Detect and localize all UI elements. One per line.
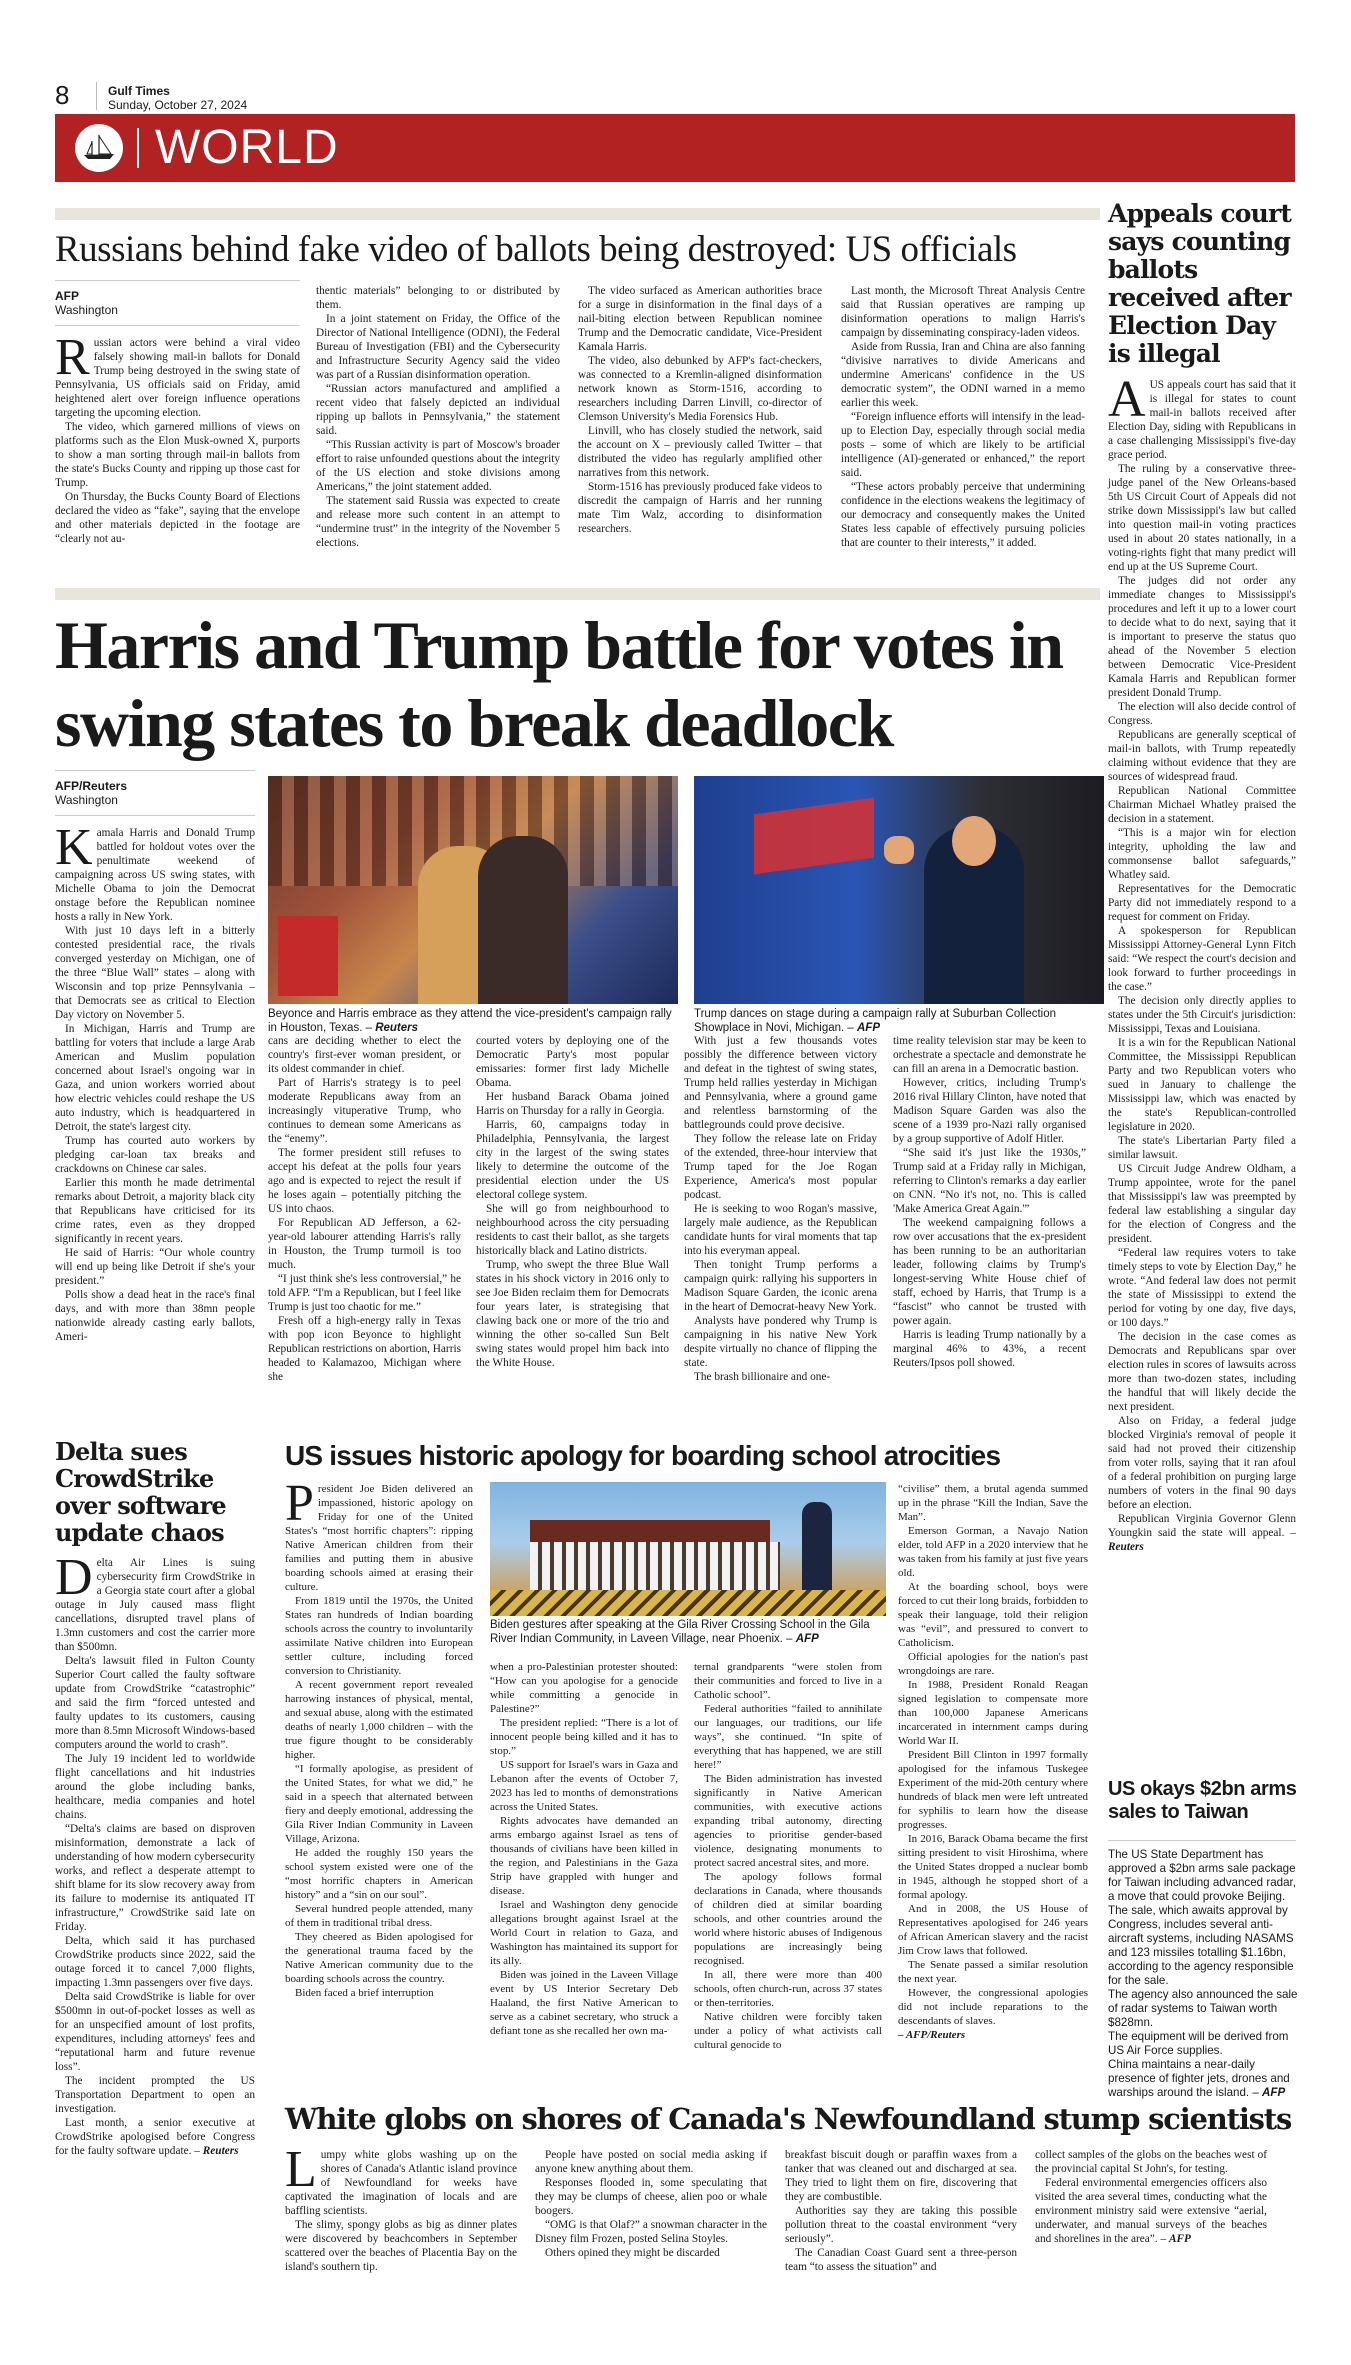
globs-column-1 [285, 2141, 517, 2274]
paragraph: umpy white globs washing up on the shores of Canada's Atlantic island province of Newfoundland for weeks have captivated the imagination of locals and are baffling scientists. [285, 2149, 517, 2217]
banner-divider [137, 128, 139, 168]
paragraph: Storm-1516 has previously produced fake videos to discredit the campaign of Harris and her running mate Tim Walz, according to disinformation researchers. [578, 481, 822, 535]
photo-credit: Reuters [375, 1022, 419, 1034]
paragraph: “Federal law requires voters to take timely steps to vote by Election Day,” he wrote. “And federal law does not permit the state of Mississippi to extend the period for voting by one day, five days, or 100 days.” [1108, 1247, 1296, 1329]
russians-column-2 [316, 284, 560, 550]
paragraph: The Canadian Coast Guard sent a three-person team “to assess the situation” and [785, 2247, 1017, 2273]
section-shade-bar [55, 588, 1100, 600]
paragraph: He is seeking to woo Rogan's massive, largely male audience, as the Republican candidate hunts for viral moments that tap into his everyman appeal. [684, 1203, 877, 1257]
stage-sign [754, 798, 874, 875]
photo-caption: Beyonce and Harris embrace as they attend the vice-president's campaign rally in Houston, Texas. – Reuters [268, 1008, 672, 1034]
paragraph: The state's Libertarian Party filed a similar lawsuit. [1108, 1135, 1296, 1161]
crowd-on-stage [530, 1542, 780, 1592]
photo-trump-rally [694, 776, 1104, 1004]
main-headline: Harris and Trump battle for votes in swing states to break deadlock [55, 607, 1063, 761]
paragraph: The apology follows formal declarations in Canada, where thousands of children died at similar boarding schools, and other countries around the world where historic abuses of Indigenous populations are increasingly being recognised. [694, 1871, 882, 1967]
paragraph: Federal environmental emergencies officers also visited the area several times, conducting what the environment ministry said were extensive “aerial, underwater, and manual surveys of the beaches and shorelines in the area”. – [1035, 2177, 1267, 2245]
paragraph: Federal authorities “failed to annihilate our languages, our traditions, our life ways”, she continued. “In spite of everything that has happened, we are still here!” [694, 1703, 882, 1771]
paragraph: cans are deciding whether to elect the country's first-ever woman president, or its oldest commander in chief. [268, 1035, 461, 1075]
main-column-2 [268, 1034, 461, 1384]
paragraph: “This Russian activity is part of Moscow's broader effort to raise unfounded questions about the integrity of the US election and stoke divisions among Americans,” the joint statement added. [316, 439, 560, 493]
photo-caption: Biden gestures after speaking at the Gila River Crossing School in the Gila River Indian Community, in Laveen Village, near Phoenix. – AFP [490, 1619, 870, 1645]
paragraph: Harris is leading Trump nationally by a marginal 46% to 43%, a recent Reuters/Ipsos poll showed. [893, 1329, 1086, 1369]
paragraph: Emerson Gorman, a Navajo Nation elder, told AFP in a 2020 interview that he was taken from his family at just five years old. [898, 1525, 1089, 1579]
paragraph: courted voters by deploying one of the Democratic Party's most popular emissaries: former first lady Michelle Obama. [476, 1035, 669, 1089]
paragraph: Native children were forcibly taken under a policy of what activists call cultural genocide to [694, 2011, 882, 2051]
russians-column-4 [841, 284, 1085, 550]
paragraph: A recent government report revealed harrowing instances of physical, mental, and sexual abuse, along with the estimated deaths of nearly 1,000 children – with the true figure thought to be considerably higher. [285, 1679, 473, 1761]
paragraph: It is a win for the Republican National Committee, the Mississippi Republican Party and two Republican voters who sued in January to challenge the Mississippi law, which was enacted by the state's Republican-controlled legislature in 2020. [1108, 1037, 1296, 1133]
paragraph: The brash billionaire and one- [694, 1371, 831, 1383]
signoff: Reuters [1108, 1541, 1144, 1553]
paragraph: “I formally apologise, as president of the United States, for what we did,” he said in a speech that alternated between fiery and deeply emotional, addressing the Gila River Indian Community in Laveen Village, Arizona. [285, 1763, 473, 1845]
paragraph: The July 19 incident led to worldwide flight cancellations and hit industries around the globe including banks, healthcare, media companies and hotel chains. [55, 1753, 255, 1821]
paragraph: “Foreign influence efforts will intensify in the lead-up to Election Day, especially through social media posts – some of which are likely to be artificial intelligence (AI)-generated or enhanced,” the report said. [841, 411, 1085, 479]
photo-caption: Trump dances on stage during a campaign rally at Suburban Collection Showplace in Novi, Michigan. – AFP [694, 1008, 1057, 1034]
main-column-3 [476, 1034, 669, 1370]
taiwan-body [1108, 1848, 1298, 2100]
paragraph: With just a few thousands votes possibly the difference between victory and defeat in the tightest of swing states, Trump held rallies yesterday in Michigan and Pennsylvania, where a ground game and relentless barnstorming of the battlegrounds could prove decisive. [684, 1035, 877, 1131]
paragraph: “This is a major win for election integrity, upholding the law and commonsense ballot safeguards,” Whatley said. [1108, 827, 1296, 881]
paragraph: In 1988, President Ronald Reagan signed legislation to compensate more than 100,000 Japanese Americans incarcerated in internment camps during World War II. [898, 1679, 1088, 1747]
paragraph: when a pro-Palestinian protester shouted: “How can you apologise for a genocide while committing a genocide in Palestine?” [490, 1661, 678, 1715]
paragraph: For Republican AD Jefferson, a 62-year-old labourer attending Harris's rally in Houston, the Trump turmoil is too much. [268, 1217, 461, 1271]
dropcap: P [285, 1475, 314, 1532]
paragraph: Israel and Washington deny genocide allegations brought against Israel at the World Court in relation to Gaza, and Washington has maintained its support for its ally. [490, 1899, 678, 1967]
signoff: AFP [1168, 2233, 1191, 2245]
paragraph: The slimy, spongy globs as big as dinner plates were discovered by beachcombers in September scattered over the beaches of Placentia Bay on the island's southern tip. [285, 2219, 517, 2273]
paragraph: Earlier this month he made detrimental remarks about Detroit, a majority black city that Republicans have criticised for its crime rates, even as they dropped significantly in recent years. [55, 1177, 255, 1245]
paragraph: Rights advocates have demanded an arms embargo against Israel as tens of thousands of civilians have been killed in the region, and Palestinians in the Gaza Strip have grappled with hunger and disease. [490, 1815, 678, 1897]
paragraph: The statement said Russia was expected to create and release more such content in an attempt to “undermine trust” in the integrity of the November 5 elections. [316, 495, 560, 549]
paragraph: elta Air Lines is suing cybersecurity firm CrowdStrike in a Georgia state court after a global outage in July caused mass flight cancellations, disrupted travel plans of 1.3mn customers and cost the carrier more than $500mn. [55, 1557, 255, 1653]
stage-banner [530, 1520, 770, 1542]
paragraph: The president replied: “There is a lot of innocent people being killed and it has to stop.” [490, 1717, 678, 1757]
paragraph: The agency also announced the sale of radar systems to Taiwan worth $828mn. [1108, 1988, 1298, 2029]
page-number: 8 [55, 80, 70, 110]
paragraph: amala Harris and Donald Trump battled for holdout votes over the penultimate weekend of campaigning across US swing states, with Michelle Obama to join the Democrat onstage before the Republican nominee hosts a rally in New York. [55, 827, 255, 923]
paragraph: Several hundred people attended, many of them in traditional tribal dress. [285, 1903, 473, 1929]
dropcap: A [1108, 371, 1146, 428]
byline-place: Washington [55, 793, 118, 807]
paragraph: ussian actors were behind a viral video falsely showing mail-in ballots for Donald Trump being destroyed in the swing state of Pennsylvania, US officials said on Friday, amid heightened alert over foreign influence operations targeting the upcoming election. [55, 337, 300, 419]
paragraph: “She said it's just like the 1930s,” Trump said at a Friday rally in Michigan, referring to Clinton's remarks a day earlier on CNN. “No it's not, no. This is called 'Make America Great Again.'” [893, 1147, 1086, 1215]
byline-rule [55, 280, 300, 281]
paragraph: Responses flooded in, some speculating that they may be clumps of cheese, alien poo or whale boogers. [535, 2177, 767, 2217]
paragraph: Trump, who swept the three Blue Wall states in his shock victory in 2016 only to see Joe Biden reclaim them for Democrats four years later, is strategising that clawing back one or more of the trio and winning the other so-called Sun Belt swing states would propel him back into the White House. [476, 1259, 669, 1369]
dropcap: D [55, 1549, 93, 1606]
paragraph: President Bill Clinton in 1997 formally apologised for the infamous Tuskegee Experiment of the mid-20th century where hundreds of black men were left untreated for syphilis to learn how the disease progresses. [898, 1749, 1088, 1831]
paragraph: thentic materials” belonging to or distributed by them. [316, 285, 560, 311]
paragraph: China maintains a near-daily presence of fighter jets, drones and warships around the island. – [1108, 2058, 1290, 2099]
paragraph: However, critics, including Trump's 2016 rival Hillary Clinton, have noted that Madison Square Garden was also the scene of a 1939 pro-Nazi rally organised by a group supportive of Adolf Hitler. [893, 1077, 1086, 1145]
apology-headline: US issues historic apology for boarding school atrocities [285, 1440, 1001, 1471]
russians-column-1 [55, 280, 300, 546]
paragraph: He added the roughly 150 years the school system existed were one of the “most horrific chapters in American history” and a “sin on our soul”. [285, 1847, 473, 1901]
paragraph: collect samples of the globs on the beaches west of the provincial capital St John's, for testing. [1035, 2149, 1267, 2175]
paragraph: In all, there were more than 400 schools, often church-run, across 37 states or then-territories. [694, 1969, 882, 2009]
section-title: WORLD [155, 121, 339, 174]
paragraph: The video, also debunked by AFP's fact-checkers, was connected to a Kremlin-aligned disinformation network known as Storm-1516, according to researchers including Darren Linvill, co-director of Clemson University's Media Forensics Hub. [578, 355, 822, 423]
paragraph: US Circuit Judge Andrew Oldham, a Trump appointee, wrote for the panel that Mississippi's law was preempted by federal law establishing a singular day for the election of Congress and the president. [1108, 1163, 1296, 1245]
paragraph: In 2016, Barack Obama became the first sitting president to visit Hiroshima, where the United States dropped a nuclear bomb in 1945, although he stopped short of a formal apology. [898, 1833, 1088, 1901]
main-column-1 [55, 770, 255, 1344]
paragraph: They follow the release late on Friday of the extended, three-hour interview that Trump taped for the Joe Rogan Experience, America's most popular podcast. [684, 1133, 877, 1201]
paragraph: People have posted on social media asking if anyone knew anything about them. [535, 2149, 767, 2175]
paragraph: Delta, which said it has purchased CrowdStrike products since 2022, said the outage forced it to cancel 7,000 flights, impacting 1.3mn passengers over five days. [55, 1935, 255, 1989]
paragraph: In Michigan, Harris and Trump are battling for voters that include a large Arab American and Muslim population concerned about Israel's ongoing war in Gaza, and union workers worried about how electric vehicles could reshape the US auto industry, which is headquartered in Detroit, the state's largest city. [55, 1023, 255, 1133]
paragraph: From 1819 until the 1970s, the United States ran hundreds of Indian boarding schools across the country to involuntarily assimilate Native children into European settler culture, including forced conversion to Christianity. [285, 1595, 473, 1677]
paragraph: However, the congressional apologies did not include reparations to the descendants of slaves. [898, 1987, 1088, 2027]
globs-column-4 [1035, 2148, 1267, 2246]
paragraph: Analysts have pondered why Trump is campaigning in his native New York despite virtually no chance of flipping the state. [684, 1315, 877, 1369]
byline-rule [55, 815, 255, 816]
paragraph: US support for Israel's wars in Gaza and Lebanon after the events of October 7, 2023 has led to months of demonstrations across the United States. [490, 1759, 678, 1813]
paragraph: Trump has courted auto workers by pledging car-loan tax breaks and crackdowns on Chinese car sales. [55, 1135, 255, 1175]
paragraph: Polls show a dead heat in the race's final days, and with more than 38mn people nationwide already casting early ballots, Ameri- [55, 1289, 255, 1343]
paragraph: Biden faced a brief interruption [295, 1987, 434, 1999]
paragraph: The sale, which awaits approval by Congress, includes several anti-aircraft systems, including NASAMS and 123 missiles totalling $1.16bn, according to the agency responsible for the sale. [1108, 1904, 1294, 1987]
delta-headline: Delta sues CrowdStrike over software update chaos [55, 1437, 226, 1547]
signoff: – AFP/Reuters [898, 2029, 966, 2041]
paragraph: Republican Virginia Governor Glenn Youngkin said the state will appeal. – [1108, 1513, 1296, 1539]
apology-column-3 [694, 1660, 882, 2052]
figure-harris [478, 836, 568, 1004]
main-column-4 [684, 1034, 877, 1384]
paragraph: The judges did not order any immediate changes to Mississippi's procedures and left it up to a lower court to decide what to do next, saying that it is important to preserve the status quo ahead of the November 5 election between Democratic Vice-President Kamala Harris and Republican former president Donald Trump. [1108, 575, 1296, 699]
campaign-sign [278, 916, 338, 996]
paragraph: US appeals court has said that it is illegal for states to count mail-in ballots received after Election Day, siding with Republicans in a case challenging Mississippi's five-day grace period. [1108, 379, 1296, 461]
main-column-5 [893, 1034, 1086, 1370]
globs-headline: White globs on shores of Canada's Newfoundland stump scientists [285, 2102, 1292, 2136]
paragraph: Biden was joined in the Laveen Village event by US Interior Secretary Deb Haaland, the first Native American to serve as a cabinet secretary, who struck a defiant tone as she recalled her own ma- [490, 1969, 678, 2037]
paragraph: On Thursday, the Bucks County Board of Elections declared the video as “fake”, saying that the envelope and other materials depicted in the footage are “clearly not au- [55, 491, 300, 545]
paragraph: Linvill, who has closely studied the network, said the account on X – previously called Twitter – that distributed the video has regularly amplified other narratives from this network. [578, 425, 822, 479]
paragraph: Republicans are generally sceptical of mail-in ballots, with Trump repeatedly claiming without evidence that they are sources of widespread fraud. [1108, 729, 1296, 783]
paragraph: The weekend campaigning follows a row over accusations that the ex-president has been running to be an authoritarian leader, following claims by Trump's longest-serving White House chief of staff, echoed by Harris, that Trump is a “fascist” who cannot be trusted with power again. [893, 1217, 1086, 1327]
appeals-headline: Appeals court says counting ballots received after Election Day is illegal [1108, 199, 1292, 368]
paragraph: Delta said CrowdStrike is liable for over $500mn in out-of-pocket losses as well as for an unspecified amount of lost profits, expenditures, including attorneys' fees and “reputational harm and future revenue loss”. [55, 1991, 255, 2073]
photo-biden-gila-river [490, 1482, 886, 1616]
paragraph: The decision only directly applies to states under the 5th Circuit's jurisdiction: Mississippi, Texas and Louisiana. [1108, 995, 1296, 1035]
paragraph: resident Joe Biden delivered an impassioned, historic apology on Friday for one of the United States's “most horrific chapters”: ripping Native American children from their families and putting them in abusive boarding schools aimed at erasing their culture. [285, 1483, 473, 1593]
byline-rule [55, 770, 255, 771]
patterned-barrier [490, 1590, 886, 1616]
paragraph: In a joint statement on Friday, the Office of the Director of National Intelligence (ODNI), the Federal Bureau of Investigation (FBI) and the Cybersecurity and Infrastructure Security Agency said the video was part of a Russian disinformation operation. [316, 313, 560, 381]
masthead-divider [96, 82, 97, 110]
paragraph: time reality television star may be keen to orchestrate a spectacle and demonstrate he can fill an arena in a Democratic bastion. [893, 1035, 1086, 1075]
delta-story [55, 1438, 255, 2158]
russians-column-3 [578, 284, 822, 536]
globs-column-3 [785, 2148, 1017, 2274]
paragraph: The decision in the case comes as Democrats and Republicans spar over election rules in scores of lawsuits across more than two-dozen states, including the handful that will likely decide the next president. [1108, 1331, 1296, 1413]
paragraph: breakfast biscuit dough or paraffin waxes from a tanker that was cleaned out and discharged at sea. They tried to light them on fire, discovering that they are combustible. [785, 2149, 1017, 2203]
paragraph: He said of Harris: “Our whole country will end up being like Detroit if she's your president.” [55, 1247, 255, 1287]
paragraph: ternal grandparents “were stolen from their communities and forced to live in a Catholic school”. [694, 1661, 882, 1701]
paragraph: Delta's lawsuit filed in Fulton County Superior Court called the faulty software update from CrowdStrike “catastrophic” and said the firm “forced untested and faulty updates to its customers, causing more than 8.5mn Microsoft Windows-based computers around the world to crash”. [55, 1655, 255, 1751]
paragraph: Her husband Barack Obama joined Harris on Thursday for a rally in Georgia. [476, 1091, 669, 1117]
paragraph: Harris, 60, campaigns today in Philadelphia, Pennsylvania, the largest city in the largest of the swing states likely to determine the outcome of the presidential election under the US electoral college system. [476, 1119, 669, 1201]
figure-fist [884, 836, 914, 864]
apology-column-4 [898, 1482, 1088, 2042]
dropcap: L [285, 2141, 317, 2198]
apology-column-1 [285, 1475, 473, 2000]
paragraph: She will go from neighbourhood to neighbourhood across the city persuading residents to cast their ballot, as she targets historically black and Latino districts. [476, 1203, 669, 1257]
byline-agency: AFP/Reuters [55, 779, 128, 793]
paper-date: Sunday, October 27, 2024 [108, 98, 248, 112]
dropcap: R [55, 329, 90, 386]
paragraph: Fresh off a high-energy rally in Texas with pop icon Beyonce to highlight Republican restrictions on abortion, Harris headed to Kalamazoo, Michigan where she [268, 1315, 461, 1383]
signoff: AFP [1262, 2086, 1286, 2099]
paragraph: The video, which garnered millions of views on platforms such as the Elon Musk-owned X, purports to show a man sorting through mail-in ballots from the state's Bucks County and ripping up those cast for Trump. [55, 421, 300, 489]
paragraph: The former president still refuses to accept his defeat at the polls four years ago and is expected to reject the result if he loses again – potentially pitching the US into chaos. [268, 1147, 461, 1215]
paragraph: “Russian actors manufactured and amplified a recent video that falsely depicted an individual ripping up ballots in Pennsylvania,” the statement said. [316, 383, 560, 437]
paragraph: Authorities say they are taking this possible pollution threat to the coastal environment “very seriously”. [785, 2205, 1017, 2245]
paragraph: The Senate passed a similar resolution the next year. [898, 1959, 1088, 1985]
paragraph: The election will also decide control of Congress. [1108, 701, 1296, 727]
figure-head [952, 816, 996, 866]
signoff: Reuters [202, 2145, 239, 2157]
headline-rule [1108, 1840, 1296, 1841]
byline-rule [55, 325, 300, 326]
paragraph: “civilise” them, a brutal agenda summed up in the phrase “Kill the Indian, Save the Man”. [898, 1483, 1088, 1523]
paper-name: Gulf Times [108, 84, 170, 98]
russians-headline: Russians behind fake video of ballots being destroyed: US officials [55, 229, 1017, 270]
appeals-story [1108, 200, 1296, 1554]
paragraph: The equipment will be derived from US Air Force supplies. [1108, 2030, 1289, 2057]
section-banner [55, 114, 1295, 182]
byline-agency: AFP [55, 289, 79, 303]
paragraph: Others opined they might be discarded [545, 2247, 720, 2259]
paragraph: Aside from Russia, Iran and China are also fanning “divisive narratives to divide Americans and undermine Americans' confidence in the US democratic system”, the ODNI warned in a memo earlier this week. [841, 341, 1085, 409]
globs-column-2 [535, 2148, 767, 2260]
paragraph: The US State Department has approved a $2bn arms sale package for Taiwan including advanced radar, a move that could provoke Beijing. [1108, 1848, 1296, 1903]
paragraph: “OMG is that Olaf?” a snowman character in the Disney film Frozen, posted Selina Stoyles. [535, 2219, 767, 2245]
paragraph: Then tonight Trump performs a campaign quirk: rallying his supporters in Madison Square Garden, the iconic arena in the heart of Democrat-heavy New York. [684, 1259, 877, 1313]
paragraph: A spokesperson for Republican Mississippi Attorney-General Lynn Fitch said: “We respect the court's decision and look forward to further proceedings in the case.” [1108, 925, 1296, 993]
paragraph: “I just think she's less controversial,” he told AFP. “I'm a Republican, but I feel like Trump is just too chaotic for me.” [268, 1273, 461, 1313]
paragraph: At the boarding school, boys were forced to cut their long braids, forbidden to speak their language, told their religion was “evil”, and pressured to convert to Catholicism. [898, 1581, 1089, 1649]
paragraph: “These actors probably perceive that undermining confidence in the elections weakens the legitimacy of our democracy and consequently makes the United States less capable of effectively pursuing policies that are counter to their interests,” it added. [841, 481, 1085, 549]
byline-place: Washington [55, 303, 118, 317]
taiwan-headline: US okays $2bn arms sales to Taiwan [1108, 1778, 1297, 1823]
paragraph: Last month, a senior executive at CrowdStrike apologised before Congress for the faulty software update. – [55, 2117, 255, 2157]
paragraph: The Biden administration has invested significantly in Native American communities, with executive actions expanding tribal autonomy, directing agencies to prioritise gender-based violence, designating monuments to protect sacred ancestral sites, and more. [694, 1773, 882, 1869]
paragraph: With just 10 days left in a bitterly contested presidential race, the rivals converged yesterday on Michigan, one of the three “Blue Wall” states – along with Wisconsin and top prize Pennsylvania – that Democrats see as critical to Election Day victory on November 5. [55, 925, 255, 1021]
paragraph: They cheered as Biden apologised for the generational trauma faced by the Native American community due to the boarding schools across the country. [285, 1931, 473, 1985]
photo-harris-beyonce [268, 776, 678, 1004]
paragraph: Also on Friday, a federal judge blocked Virginia's removal of people it said had not proved their citizenship from voter rolls, saying that it ran afoul of a federal prohibition on purging large numbers of voters in the final 90 days before an election. [1108, 1415, 1296, 1511]
apology-column-2 [490, 1660, 678, 2038]
figure-biden [802, 1502, 832, 1598]
paragraph: The ruling by a conservative three-judge panel of the New Orleans-based 5th US Circuit Court of Appeals did not strike down Mississippi's law but called into question mail-in voting practices used in about 20 states nationally, in a voting-rights fight that many predict will end up at the US Supreme Court. [1108, 463, 1296, 573]
paragraph: Official apologies for the nation's past wrongdoings are rare. [898, 1651, 1088, 1677]
dropcap: K [55, 819, 93, 876]
paragraph: Last month, the Microsoft Threat Analysis Centre said that Russian operatives are ramping up disinformation operations to malign Harris's campaign by disseminating conspiracy-laden videos. [841, 285, 1085, 339]
photo-credit: AFP [857, 1022, 880, 1034]
paragraph: Part of Harris's strategy is to peel moderate Republicans away from an increasingly vituperative Trump, who continues to demean some Americans as the “enemy”. [268, 1077, 461, 1145]
paragraph: Representatives for the Democratic Party did not immediately respond to a request for comment on Friday. [1108, 883, 1296, 923]
paragraph: The incident prompted the US Transportation Department to open an investigation. [55, 2075, 255, 2115]
paragraph: Republican National Committee Chairman Michael Whatley praised the decision in a statement. [1108, 785, 1296, 825]
photo-credit: AFP [795, 1633, 819, 1645]
paragraph: The video surfaced as American authorities brace for a surge in disinformation in the final days of a nail-biting election between Republican nominee Trump and the Democratic candidate, Vice-President Kamala Harris. [578, 285, 822, 353]
dhow-logo-icon [75, 124, 123, 172]
paragraph: And in 2008, the US House of Representatives apologised for 246 years of African American slavery and the racist Jim Crow laws that followed. [898, 1903, 1088, 1957]
section-shade-bar [55, 208, 1100, 220]
paragraph: “Delta's claims are based on disproven misinformation, demonstrate a lack of understanding of how modern cybersecurity works, and reflect a desperate attempt to shift blame for its slow recovery away from its failure to modernise its antiquated IT infrastructure,” CrowdStrike said late on Friday. [55, 1823, 255, 1933]
